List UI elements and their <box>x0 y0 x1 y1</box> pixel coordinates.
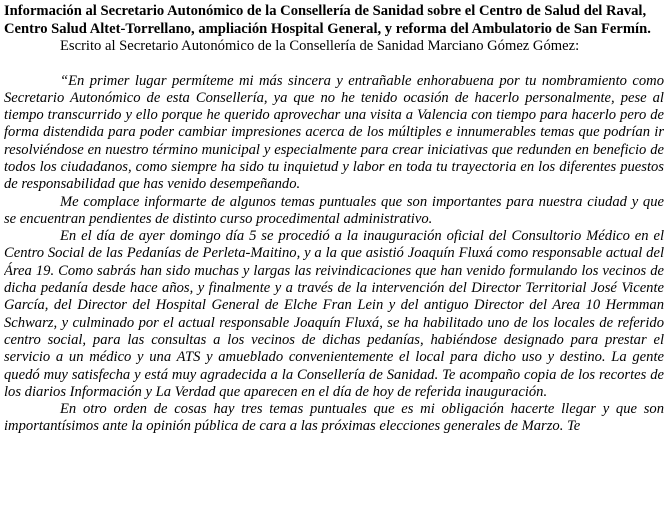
letter-paragraph-inauguration: En el día de ayer domingo día 5 se procedió a la inauguración oficial del Consultorio Médico en el Centro Social de las Pedanías de Perleta-Maitino, y a la que asistió Joaquín Fluxá como responsable actual del Área 19. Como sabrás han sido muchas y largas las reivindicaciones que han venido formulando los vecinos de dicha pedanía desde hace años, y finalmente y a través de la intervención del Director Territorial José Vicente García, del Director del Hospital General de Elche Fran Lein y del antiguo Director del Area 10 Hermman Schwarz, y culminado por el actual responsable Joaquín Fluxá, se ha habilitado uno de los locales de referido centro social, para las consultas a los vecinos de dichas pedanías, habiéndose designado para prestar el servicio a un médico y una ATS y amueblado convenientemente el local para dicho uso y destino. La gente quedó muy satisfecha y está muy agradecida a la Consellería de Sanidad. Te acompaño copia de los recortes de los diarios Información y La Verdad que aparecen en el día de hoy de referida inauguración. <box>4 228 664 400</box>
letter-paragraph-topics: Me complace informarte de algunos temas puntuales que son importantes para nuestra ciudad y que se encuentran pendientes de distinto curso procedimental administrativo. <box>4 193 664 227</box>
document-page <box>4 3 664 515</box>
paragraph-spacer <box>4 56 664 73</box>
letter-paragraph-greeting: “En primer lugar permíteme mi más sincera y entrañable enhorabuena por tu nombramiento como Secretario Autonómico de esta Consellería, ya que no he tenido ocasión de hacerlo personalmente, pese al tiempo transcurrido y ello porque he querido aprovechar una visita a Valencia con tiempo para hacerlo pero de forma distendida para poder cambiar impresiones acerca de los múltiples e innumerables temas que podrían ir resolviéndose en nuestro término municipal y especialmente para crear iniciativas que redunden en beneficio de todos los ciudadanos, como siempre ha sido tu inquietud y labor en toda tu trayectoria en los diferentes puestos de responsabilidad que has venido desempeñando. <box>4 72 664 193</box>
addressee-line: Escrito al Secretario Autonómico de la Consellería de Sanidad Marciano Gómez Gómez: <box>60 38 580 54</box>
document-title: Información al Secretario Autonómico de la Consellería de Sanidad sobre el Centro de Salud del Raval, Centro Salud Altet-Torrellano, ampliación Hospital General, y reforma del Ambulatorio de San Fermín. <box>4 3 651 37</box>
letter-paragraph-other-matters: En otro orden de cosas hay tres temas puntuales que es mi obligación hacerte llegar y que son importantísimos ante la opinión pública de cara a las próximas elecciones generales de Marzo. Te <box>4 401 664 435</box>
